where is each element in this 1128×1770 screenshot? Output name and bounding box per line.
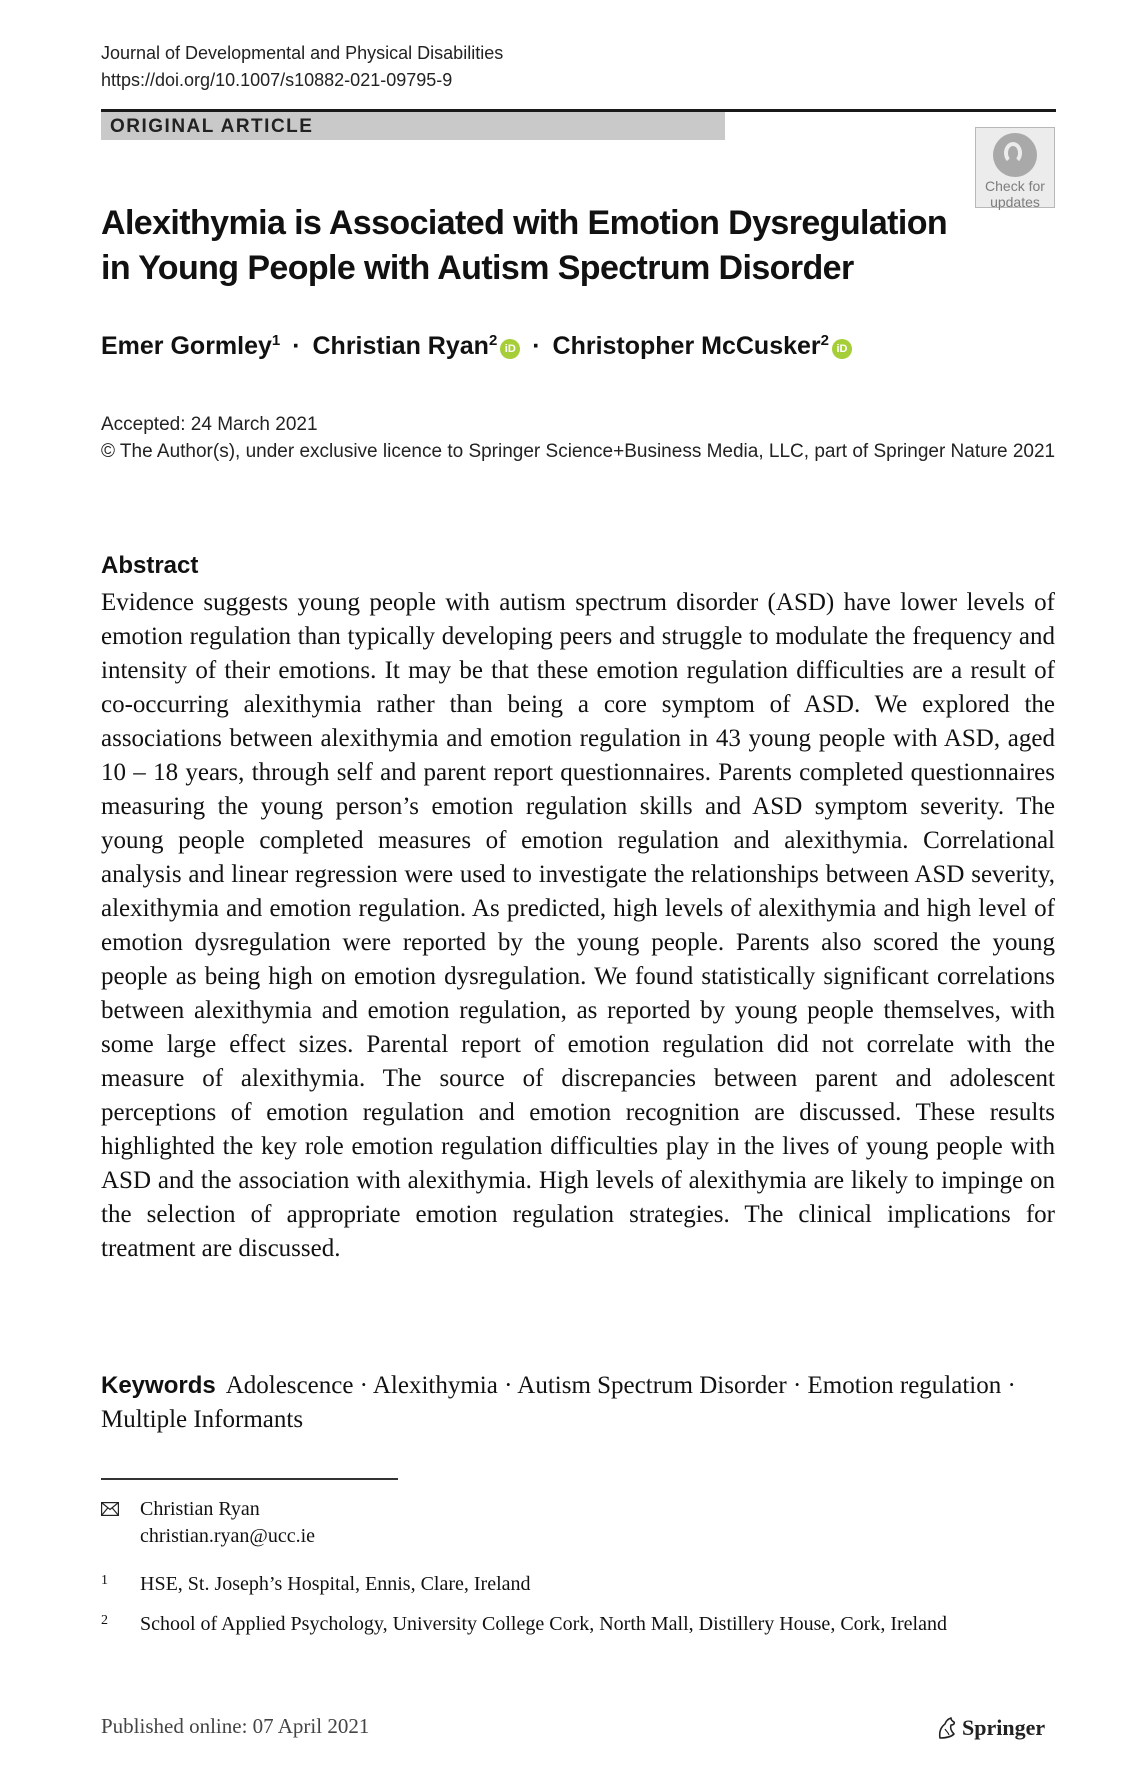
author-affiliation-mark: 2 (488, 332, 498, 349)
badge-label-line2: updates (990, 194, 1040, 210)
title-line-1: Alexithymia is Associated with Emotion Dysregulation (101, 204, 948, 242)
journal-doi[interactable]: https://doi.org/10.1007/s10882-021-09795-9 (101, 70, 453, 90)
correspondence-name: Christian Ryan (140, 1498, 260, 1520)
keywords (101, 1369, 1055, 1437)
article-title (101, 201, 961, 291)
check-for-updates-badge[interactable] (975, 127, 1055, 208)
footnotes (101, 1496, 1055, 1638)
correspondence-note (101, 1496, 1055, 1550)
springer-horse-icon (936, 1716, 958, 1740)
publisher-name: Springer (962, 1715, 1046, 1740)
affiliation-text: HSE, St. Joseph’s Hospital, Ennis, Clare, Ireland (140, 1573, 531, 1595)
abstract-body: Evidence suggests young people with autism spectrum disorder (ASD) have lower levels of emotion regulation than typically developing peers and struggle to modulate the frequency and intensity of their emotions. It may be that these emotion regulation difficulties are a result of co-occurring alexithymia rather than being a core symptom of ASD. We explored the associations between alexithymia and emotion regulation in 43 young people with ASD, aged 10 – 18 years, through self and parent report questionnaires. Parents completed questionnaires measuring the young person’s emotion regulation skills and ASD symptom severity. The young people completed measures of emotion regulation and alexithymia. Correlational analysis and linear regression were used to investigate the relationships between ASD severity, alexithymia and emotion regulation. As predicted, high levels of alexithymia and high level of emotion dysregulation were reported by the young people. Parents also scored the young people as being high on emotion dysregulation. We found statistically significant correlations between alexithymia and emotion regulation, as reported by young people themselves, with some large effect sizes. Parental report of emotion regulation did not correlate with the measure of alexithymia. The source of discrepancies between parent and adolescent perceptions of emotion regulation and emotion recognition are discussed. These results highlighted the key role emotion regulation difficulties play in the lives of young people with ASD and the association with alexithymia. High levels of alexithymia are likely to impinge on the selection of appropriate emotion regulation strategies. The clinical implications for treatment are discussed. (101, 589, 1055, 1262)
copyright-notice: © The Author(s), under exclusive licence to Springer Science+Business Media, LLC, part of Springer Nature 2021 (101, 441, 1056, 462)
author-list (101, 329, 852, 363)
author-name[interactable]: Emer Gormley (101, 332, 272, 360)
keywords-label: Keywords (101, 1372, 216, 1399)
affiliation-2 (101, 1611, 1055, 1638)
article-dates (101, 411, 1061, 465)
keywords-list: Adolescence · Alexithymia · Autism Spectrum Disorder · Emotion regulation · Multiple Informants (101, 1372, 1016, 1433)
orcid-icon[interactable]: iD (500, 339, 520, 359)
article-type-banner: ORIGINAL ARTICLE (101, 109, 725, 140)
journal-name: Journal of Developmental and Physical Disabilities (101, 43, 504, 63)
abstract-heading: Abstract (101, 552, 199, 579)
author-affiliation-mark: 1 (271, 332, 281, 349)
publisher-logo (936, 1714, 1045, 1742)
orcid-icon[interactable]: iD (832, 339, 852, 359)
journal-header (101, 40, 503, 94)
affiliation-1 (101, 1571, 1055, 1598)
correspondence-email[interactable]: christian.ryan@ucc.ie (140, 1525, 316, 1547)
published-online: Published online: 07 April 2021 (101, 1714, 370, 1738)
envelope-icon (101, 1502, 119, 1516)
author-separator: · (292, 332, 301, 360)
author-separator: · (532, 332, 541, 360)
crossmark-icon (993, 133, 1037, 177)
footnote-divider (101, 1478, 398, 1480)
author-name[interactable]: Christian Ryan (312, 332, 489, 360)
author-name[interactable]: Christopher McCusker (552, 332, 821, 360)
author-affiliation-mark: 2 (820, 332, 829, 349)
affiliation-number: 1 (101, 1573, 108, 1588)
title-line-2: in Young People with Autism Spectrum Disorder (101, 249, 854, 287)
affiliation-number: 2 (101, 1613, 108, 1628)
badge-label-line1: Check for (985, 178, 1045, 194)
accepted-date: Accepted: 24 March 2021 (101, 414, 318, 435)
affiliation-text: School of Applied Psychology, University College Cork, North Mall, Distillery House, Cork, Ireland (140, 1613, 947, 1635)
